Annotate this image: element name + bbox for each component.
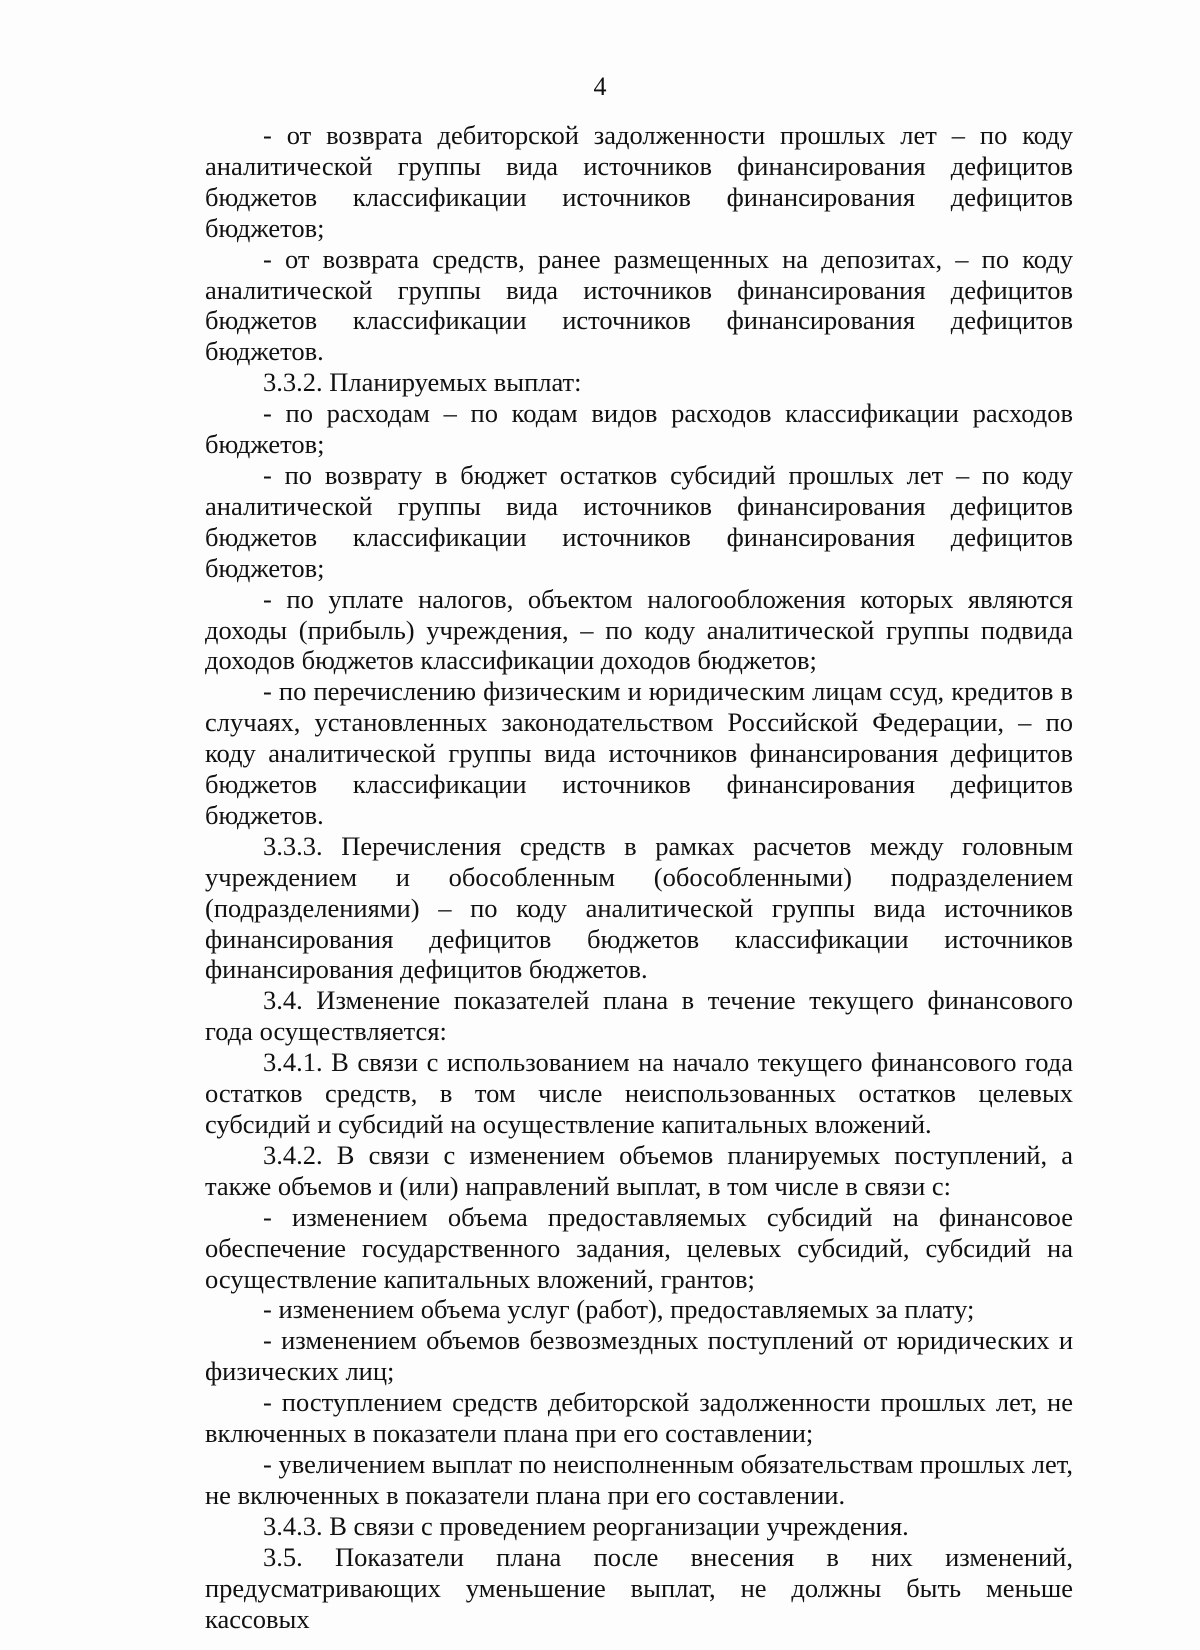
paragraph: 3.3.3. Перечисления средств в рамках расчетов между головным учреждением и обособленным (обособленными) подразделением (подразделениями) – по коду аналитической группы вида источников финансирования дефицитов бюджетов классификации источников финансирования дефицитов бюджетов.: [205, 830, 1073, 985]
paragraph: 3.4. Изменение показателей плана в течение текущего финансового года осуществляется:: [205, 985, 1073, 1047]
page-number: 4: [593, 72, 607, 101]
paragraph: 3.4.1. В связи с использованием на начало текущего финансового года остатков средств, в том числе неиспользованных остатков целевых субсидий и субсидий на осуществление капитальных вложений.: [205, 1047, 1073, 1139]
paragraph: - увеличением выплат по неисполненным обязательствам прошлых лет, не включенных в показатели плана при его составлении.: [205, 1448, 1073, 1510]
paragraph: - по возврату в бюджет остатков субсидий прошлых лет – по коду аналитической группы вида источников финансирования дефицитов бюджетов классификации источников финансирования дефицитов бюджетов;: [205, 459, 1073, 583]
paragraph: 3.3.2. Планируемых выплат:: [263, 367, 582, 398]
paragraph: - изменением объема предоставляемых субсидий на финансовое обеспечение государственного задания, целевых субсидий, субсидий на осуществление капитальных вложений, грантов;: [205, 1201, 1073, 1294]
document-body: [205, 120, 1073, 1634]
paragraph: - от возврата дебиторской задолженности прошлых лет – по коду аналитической группы вида источников финансирования дефицитов бюджетов классификации источников финансирования дефицитов бюджетов;: [205, 120, 1073, 243]
paragraph: - по перечислению физическим и юридическим лицам ссуд, кредитов в случаях, установленных законодательством Российской Федерации, – по коду аналитической группы вида источников финансирования дефицитов бюджетов классификации источников финансирования дефицитов бюджетов.: [205, 676, 1073, 830]
paragraph: - по уплате налогов, объектом налогообложения которых являются доходы (прибыль) учреждения, – по коду аналитической группы подвида доходов бюджетов классификации доходов бюджетов;: [205, 583, 1073, 676]
paragraph: - изменением объема услуг (работ), предоставляемых за плату;: [263, 1294, 975, 1325]
paragraph: - от возврата средств, ранее размещенных на депозитах, – по коду аналитической группы вида источников финансирования дефицитов бюджетов классификации источников финансирования дефицитов бюджетов.: [205, 243, 1073, 367]
paragraph: 3.5. Показатели плана после внесения в них изменений, предусматривающих уменьшение выплат, не должны быть меньше кассовых: [205, 1541, 1073, 1634]
paragraph: - по расходам – по кодам видов расходов классификации расходов бюджетов;: [205, 398, 1073, 460]
paragraph: 3.4.2. В связи с изменением объемов планируемых поступлений, а также объемов и (или) направлений выплат, в том числе в связи с:: [205, 1139, 1073, 1201]
paragraph: - поступлением средств дебиторской задолженности прошлых лет, не включенных в показатели плана при его составлении;: [205, 1387, 1073, 1449]
paragraph: 3.4.3. В связи с проведением реорганизации учреждения.: [263, 1510, 909, 1541]
paragraph: - изменением объемов безвозмездных поступлений от юридических и физических лиц;: [205, 1325, 1073, 1387]
